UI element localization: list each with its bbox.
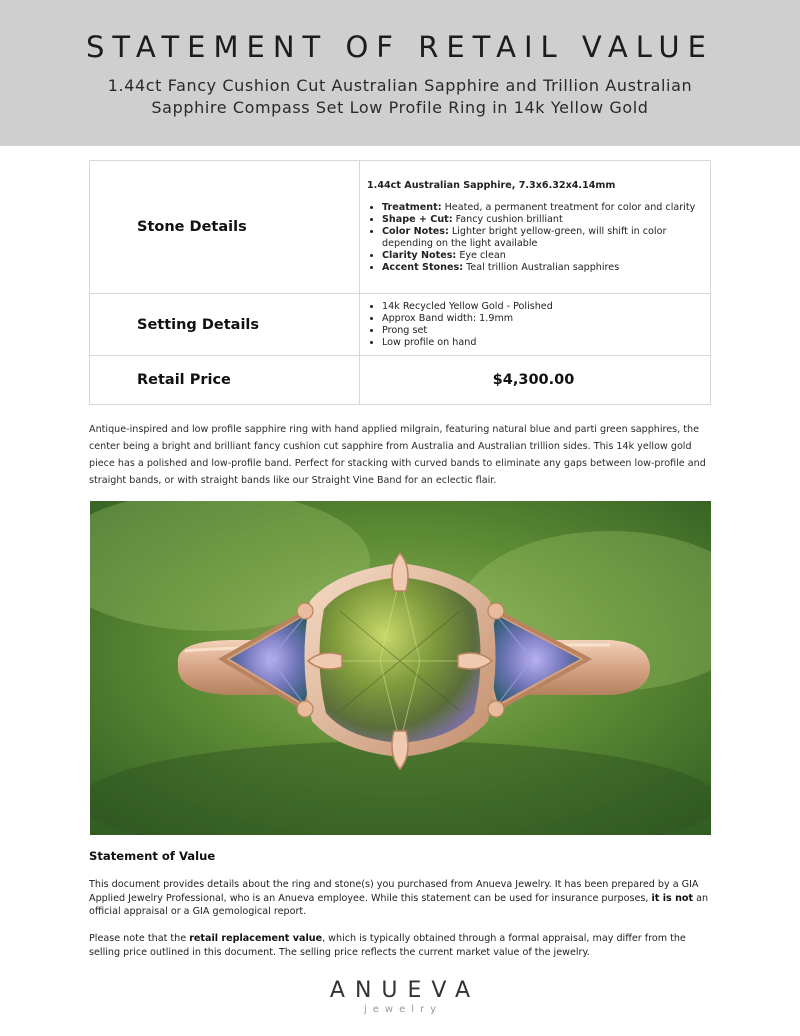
text-run: , which is typically obtained through a formal appraisal, may differ from the selling price outlined in this document. The selling price reflects the current market value of the jewelry. <box>89 933 686 958</box>
item-value: Heated, a permanent treatment for color and clarity <box>441 202 696 213</box>
product-description: Antique-inspired and low profile sapphire ring with hand applied milgrain, featuring natural blue and parti green sapphires, the center being a bright and brilliant fancy cushion cut sapphire from Australia and Australian trillion sides. This 14k yellow gold piece has a polished and low-profile band. Perfect for stacking with curved bands to eliminate any gaps between low-profile and straight bands, or with straight bands like our Straight Vine Band for an eclectic flair. <box>89 424 706 486</box>
item-value: Eye clean <box>456 250 506 261</box>
item-value: Fancy cushion brilliant <box>452 214 563 225</box>
item-value: Teal trillion Australian sapphires <box>463 262 620 273</box>
statement-paragraph-2 <box>89 932 714 959</box>
setting-details-row <box>90 294 711 356</box>
logo-wordmark: ANUEVA <box>329 978 481 1003</box>
details-table <box>89 160 711 405</box>
center-sapphire <box>319 577 480 743</box>
list-item <box>382 226 700 250</box>
list-item: • Prong set <box>382 325 700 337</box>
text-run: Please note that the <box>89 933 190 944</box>
item-key: Color Notes: <box>382 226 449 237</box>
retail-price-value: $4,300.00 <box>360 356 711 405</box>
item-value: Lighter bright yellow-green, will shift in color depending on the light available <box>382 226 667 249</box>
stone-heading: 1.44ct Australian Sapphire, 7.3x6.32x4.14mm <box>367 180 616 191</box>
stone-details-list <box>367 202 700 274</box>
retail-price-row <box>90 356 711 405</box>
item-key: Treatment: <box>382 202 442 213</box>
anueva-logo <box>300 978 500 1016</box>
statement-paragraph-1 <box>89 878 714 919</box>
product-title: 1.44ct Fancy Cushion Cut Australian Sapphire and Trillion Australian Sapphire Compass Set Low Profile Ring in 14k Yellow Gold <box>107 76 693 117</box>
item-key: Accent Stones: <box>382 262 464 273</box>
list-item <box>382 262 700 274</box>
stone-details-cell <box>360 161 711 294</box>
text-run-bold: it is not <box>651 892 694 904</box>
list-item <box>382 202 700 214</box>
logo-subtitle: jewelry <box>363 1004 443 1015</box>
list-item: • Low profile on hand <box>382 337 700 349</box>
setting-details-list <box>367 301 700 349</box>
list-item <box>382 250 700 262</box>
stone-details-label: Stone Details <box>90 161 360 294</box>
list-item: • Approx Band width: 1.9mm <box>382 313 700 325</box>
text-run: This document provides details about the ring and stone(s) you purchased from Anueva Jewelry. It has been prepared by a GIA Applied Jewelry Professional, who is an Anueva employee. While this statement can be used for insurance purposes, <box>89 879 699 904</box>
setting-details-label: Setting Details <box>90 294 360 356</box>
page-title: STATEMENT OF RETAIL VALUE <box>86 30 714 64</box>
statement-of-value-heading: Statement of Value <box>89 849 216 863</box>
item-key: Shape + Cut: <box>382 214 453 225</box>
ring-photo <box>90 501 711 835</box>
text-run-bold: retail replacement value <box>189 933 323 944</box>
text-run: an official appraisal or a GIA gemological report. <box>89 892 709 917</box>
header-banner <box>0 0 800 146</box>
stone-details-row <box>90 161 711 294</box>
retail-price-label: Retail Price <box>90 356 360 405</box>
item-key: Clarity Notes: <box>382 250 457 261</box>
list-item: • 14k Recycled Yellow Gold - Polished <box>382 301 700 313</box>
list-item <box>382 214 700 226</box>
setting-details-cell <box>360 294 711 356</box>
